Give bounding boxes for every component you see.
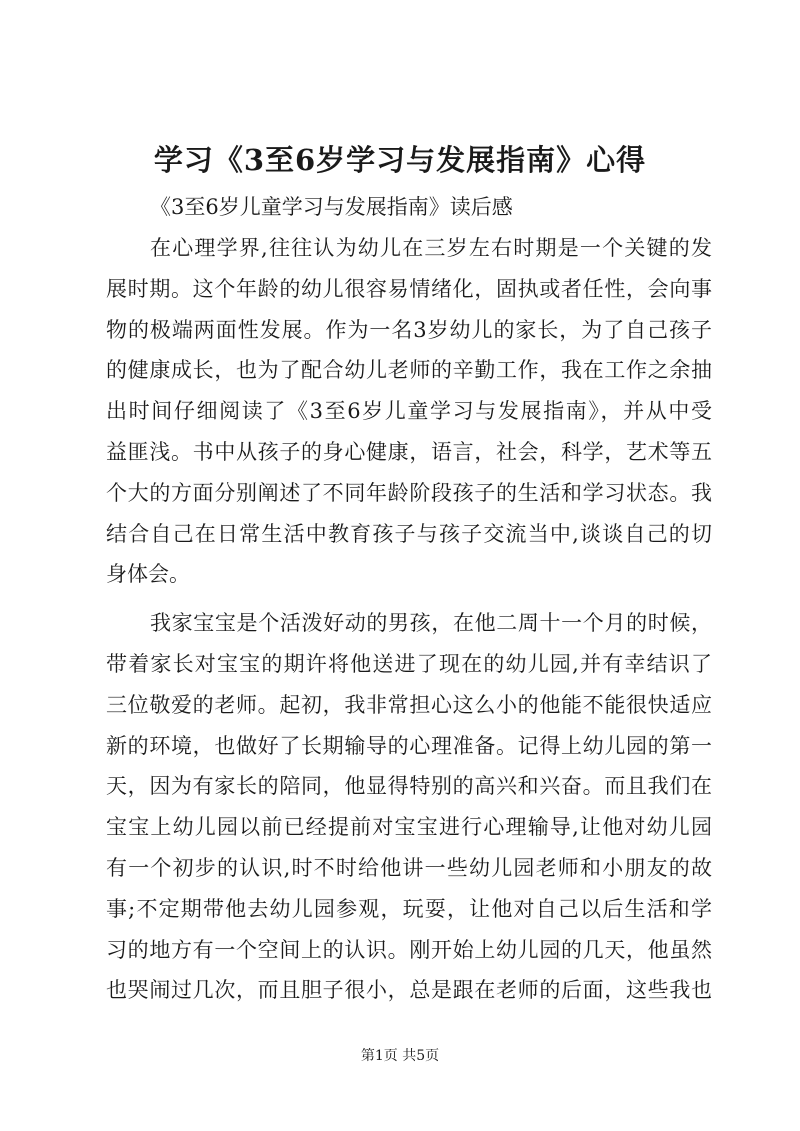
paragraph-line: 有一个初步的认识,时不时给他讲一些幼儿园老师和小朋友的故 [106, 855, 712, 880]
document-subtitle: 《3至6岁儿童学习与发展指南》读后感 [150, 195, 513, 219]
paragraph-line: 展时期。这个年龄的幼儿很容易情绪化，固执或者任性，会向事 [106, 276, 712, 301]
paragraph-line: 带着家长对宝宝的期许将他送进了现在的幼儿园,并有幸结识了 [106, 651, 712, 676]
paragraph-line: 事;不定期带他去幼儿园参观，玩耍，让他对自己以后生活和学 [106, 896, 712, 921]
paragraph-line: 的健康成长，也为了配合幼儿老师的辛勤工作，我在工作之余抽 [106, 358, 712, 383]
document-title: 学习《3至6岁学习与发展指南》心得 [153, 143, 647, 177]
paragraph-line: 身体会。 [106, 562, 190, 587]
paragraph-line: 个大的方面分别阐述了不同年龄阶段孩子的生活和学习状态。我 [106, 480, 712, 505]
paragraph-line: 宝宝上幼儿园以前已经提前对宝宝进行心理输导,让他对幼儿园 [106, 815, 712, 840]
paragraph-line: 结合自己在日常生活中教育孩子与孩子交流当中,谈谈自己的切 [106, 521, 712, 546]
paragraph-line: 习的地方有一个空间上的认识。刚开始上幼儿园的几天，他虽然 [106, 937, 712, 962]
paragraph-line: 物的极端两面性发展。作为一名3岁幼儿的家长，为了自己孩子 [106, 317, 712, 342]
paragraph-line: 新的环境，也做好了长期输导的心理准备。记得上幼儿园的第一 [106, 733, 712, 758]
paragraph-line: 三位敬爱的老师。起初，我非常担心这么小的他能不能很快适应 [106, 692, 712, 717]
paragraph-line: 我家宝宝是个活泼好动的男孩，在他二周十一个月的时候， [150, 611, 712, 636]
paragraph-2 [106, 603, 712, 1011]
paragraph-line: 出时间仔细阅读了《3至6岁儿童学习与发展指南》，并从中受 [106, 399, 712, 424]
document-body [106, 228, 712, 1011]
paragraph-gap [106, 595, 712, 603]
paragraph-line: 益匪浅。书中从孩子的身心健康，语言，社会，科学，艺术等五 [106, 439, 712, 464]
paragraph-line: 在心理学界,往往认为幼儿在三岁左右时期是一个关键的发 [150, 236, 712, 260]
page-footer: 第1页 共5页 [360, 1048, 440, 1064]
paragraph-line: 天，因为有家长的陪同，他显得特别的高兴和兴奋。而且我们在 [106, 774, 712, 799]
paragraph-1 [106, 228, 712, 595]
paragraph-line: 也哭闹过几次，而且胆子很小，总是跟在老师的后面，这些我也 [106, 978, 712, 1003]
